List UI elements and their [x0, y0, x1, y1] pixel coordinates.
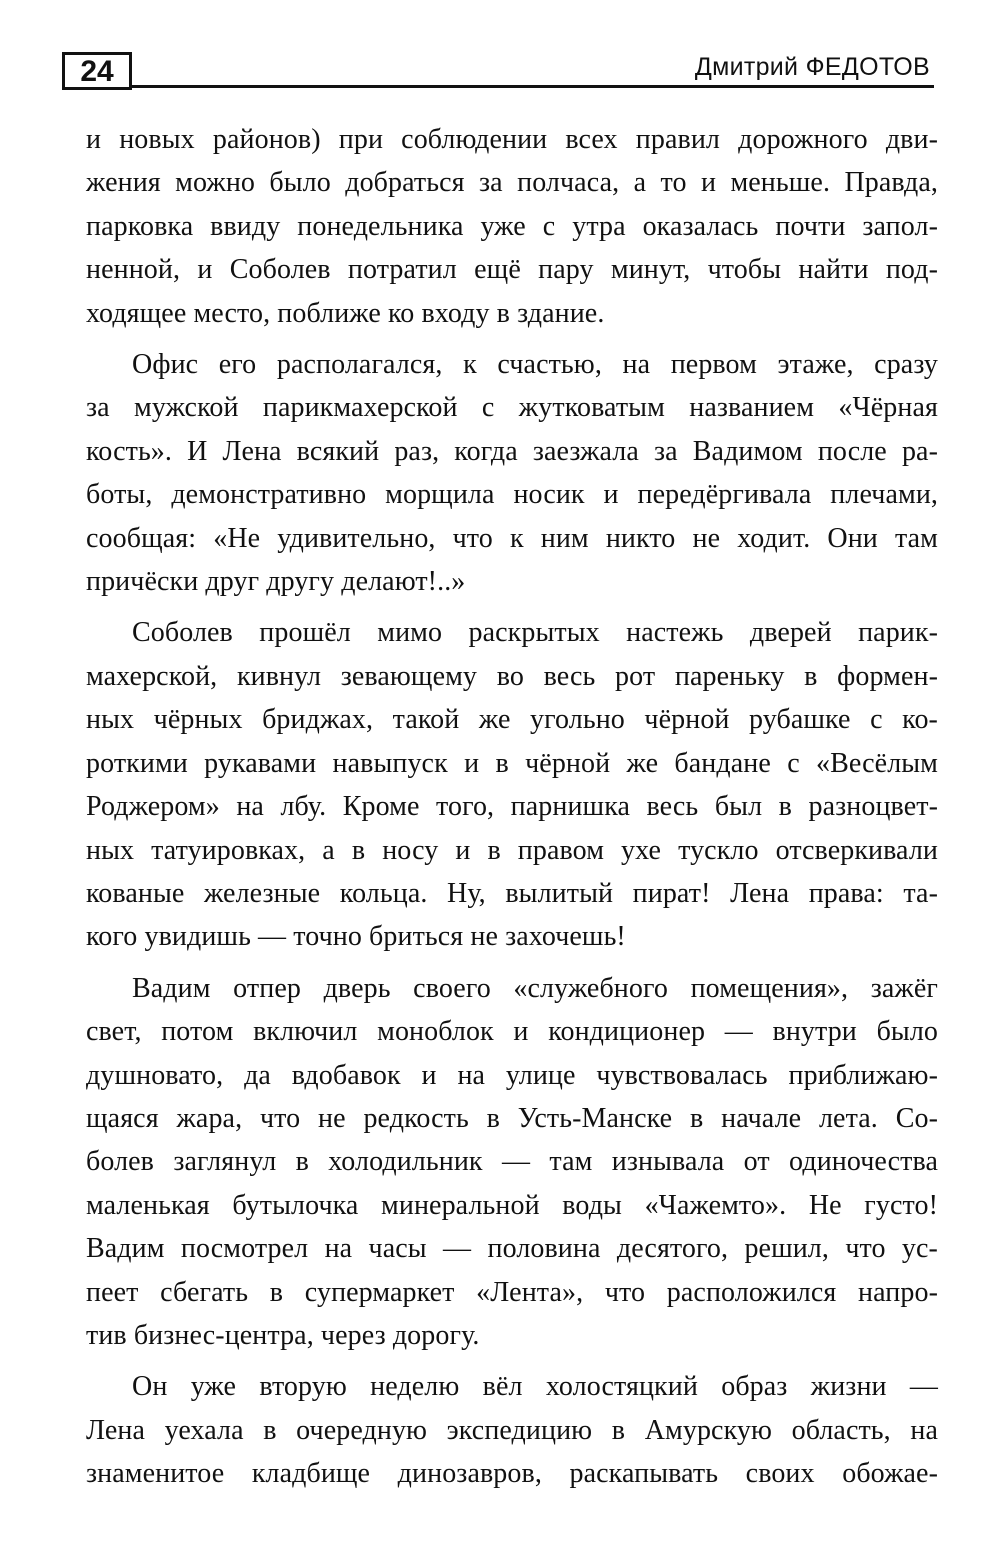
running-head-author: Дмитрий ФЕДОТОВ — [694, 53, 930, 81]
paragraph — [86, 611, 938, 958]
text-line: кого увидишь — точно бриться не захочешь! — [86, 921, 626, 953]
text-line: болев заглянул в холодильник — там изнывала от одиночества — [86, 1146, 938, 1178]
page-number: 24 — [62, 52, 132, 90]
text-line: кованые железные кольца. Ну, вылитый пират! Лена права: та- — [86, 877, 938, 909]
paragraph — [86, 118, 938, 335]
text-line: причёски друг другу делают!..» — [86, 566, 466, 598]
paragraph — [86, 1365, 938, 1495]
text-line: Вадим посмотрел на часы — половина десятого, решил, что ус- — [86, 1233, 938, 1265]
text-line: роткими рукавами навыпуск и в чёрной же бандане с «Весёлым — [86, 747, 938, 779]
text-line: сообщая: «Не удивительно, что к ним никто не ходит. Они там — [86, 522, 938, 554]
text-line: щаяся жара, что не редкость в Усть-Манске в начале лета. Со- — [86, 1102, 938, 1134]
text-line: Вадим отпер дверь своего «служебного помещения», зажёг — [132, 972, 938, 1004]
text-line: ных татуировках, а в носу и в правом ухе тускло отсверкивали — [86, 834, 938, 866]
text-line: и новых районов) при соблюдении всех правил дорожного дви- — [86, 124, 938, 155]
text-line: ненной, и Соболев потратил ещё пару минут, чтобы найти под- — [86, 254, 938, 286]
body-text — [86, 118, 938, 1504]
text-line: ходящее место, поближе ко входу в здание. — [86, 297, 605, 329]
text-line: жения можно было добраться за полчаса, а то и меньше. Правда, — [86, 167, 938, 199]
text-line: Роджером» на лбу. Кроме того, парнишка весь был в разноцвет- — [86, 791, 938, 823]
text-line: парковка ввиду понедельника уже с утра оказалась почти запол- — [86, 210, 938, 242]
text-line: знаменитое кладбище динозавров, раскапывать своих обожае- — [86, 1458, 938, 1490]
text-line: кость». И Лена всякий раз, когда заезжала за Вадимом после ра- — [86, 435, 938, 467]
text-line: Он уже вторую неделю вёл холостяцкий образ жизни — — [132, 1371, 938, 1403]
text-line: Лена уехала в очередную экспедицию в Амурскую область, на — [86, 1414, 938, 1446]
text-line: тив бизнес-центра, через дорогу. — [86, 1319, 480, 1351]
page-header — [62, 52, 934, 92]
paragraph — [86, 343, 938, 603]
text-line: боты, демонстративно морщила носик и передёргивала плечами, — [86, 479, 938, 511]
text-line: свет, потом включил моноблок и кондиционер — внутри было — [86, 1016, 938, 1048]
text-line: ных чёрных бриджах, такой же угольно чёрной рубашке с ко- — [86, 704, 938, 736]
text-line: душновато, да вдобавок и на улице чувствовалась приближаю- — [86, 1059, 938, 1091]
paragraph — [86, 967, 938, 1358]
text-line: маленькая бутылочка минеральной воды «Чажемто». Не густо! — [86, 1189, 938, 1221]
text-line: Соболев прошёл мимо раскрытых настежь дверей парик- — [132, 617, 938, 649]
text-line: за мужской парикмахерской с жутковатым названием «Чёрная — [86, 392, 938, 424]
text-line: пеет сбегать в супермаркет «Лента», что расположился напро- — [86, 1276, 938, 1308]
header-rule — [130, 85, 934, 88]
text-line: махерской, кивнул зевающему во весь рот пареньку в формен- — [86, 660, 938, 692]
text-line: Офис его располагался, к счастью, на первом этаже, сразу — [132, 349, 938, 381]
